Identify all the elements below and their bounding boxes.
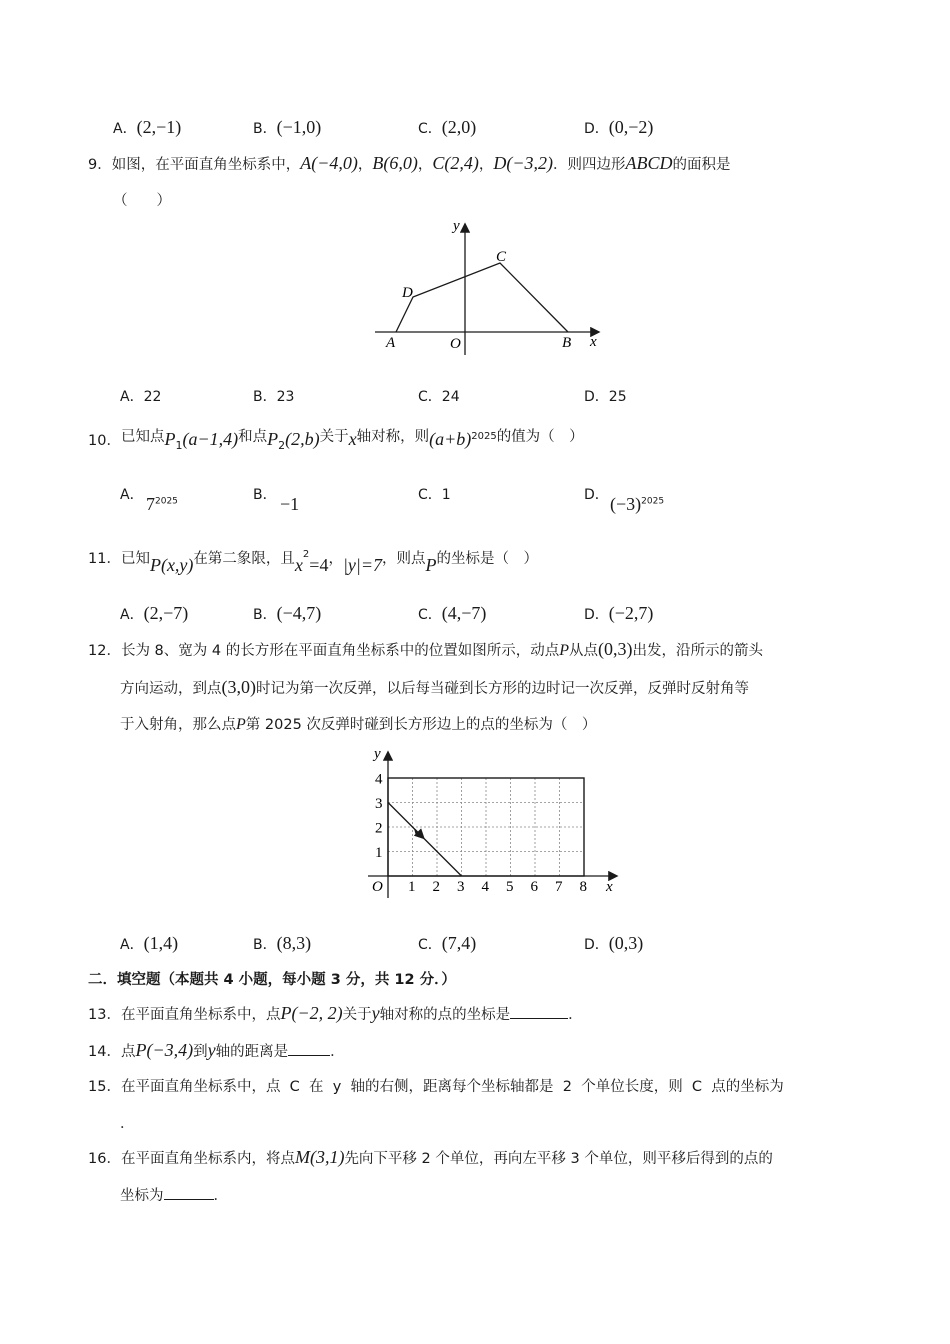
stem-text: ． bbox=[213, 1188, 228, 1204]
point-c: C(2,4) bbox=[432, 153, 479, 173]
q10-option-d[interactable] bbox=[584, 484, 609, 506]
option-value: 24 bbox=[441, 389, 460, 405]
q10-option-a[interactable] bbox=[120, 484, 144, 506]
question-number: 12． bbox=[88, 643, 121, 659]
option-value: (7,4) bbox=[441, 933, 477, 953]
question-number: 16． bbox=[88, 1151, 121, 1167]
condition-x-value: =4 bbox=[309, 554, 329, 575]
q12-option-a[interactable] bbox=[120, 932, 178, 956]
q12-option-d[interactable] bbox=[584, 932, 643, 956]
option-letter: D． bbox=[584, 937, 609, 953]
option-value: (−4,7) bbox=[276, 603, 322, 623]
x-tick-3: 3 bbox=[457, 879, 465, 895]
q16-line2 bbox=[120, 1185, 228, 1207]
q12-line3 bbox=[120, 714, 596, 736]
stem-text: ．则四边形 bbox=[553, 157, 626, 173]
stem-text: 在平面直角坐标系中，点 C 在 y 轴的右侧，距离每个坐标轴都是 2 个单位长度，则 C 点的坐标为 bbox=[120, 1079, 784, 1095]
q12-line2 bbox=[120, 676, 749, 700]
q11-option-d[interactable] bbox=[584, 602, 653, 626]
option-letter: C． bbox=[418, 937, 442, 953]
label-b: B bbox=[562, 335, 572, 351]
stem-text: 方向运动，到点 bbox=[120, 681, 222, 697]
coord-p1: (a−1,4) bbox=[182, 429, 239, 449]
question-number: 14． bbox=[88, 1044, 121, 1060]
y-tick-2: 2 bbox=[375, 820, 383, 837]
option-exponent: 2025 bbox=[641, 496, 665, 507]
option-base: 7 bbox=[146, 494, 155, 514]
stem-text: 已知点 bbox=[120, 429, 165, 445]
q9-figure bbox=[370, 215, 610, 355]
q8-option-b[interactable] bbox=[253, 116, 321, 140]
stem-text: 和点 bbox=[238, 429, 268, 445]
q10-stem bbox=[88, 426, 584, 457]
q8-option-a[interactable] bbox=[113, 116, 181, 140]
stem-text: 第 2025 次反弹时碰到长方形边上的点的坐标为（ ） bbox=[245, 717, 597, 733]
subscript: 1 bbox=[175, 438, 183, 452]
point-a: A(−4,0) bbox=[300, 153, 358, 173]
x-tick-1: 1 bbox=[408, 879, 416, 895]
option-exponent: 2025 bbox=[155, 496, 178, 507]
q9-stem bbox=[88, 152, 731, 176]
x-tick-5: 5 bbox=[506, 879, 514, 895]
q10-option-a-value bbox=[146, 494, 178, 515]
label-d: D bbox=[402, 285, 413, 301]
point-b: B(6,0) bbox=[372, 153, 418, 173]
option-value: 22 bbox=[143, 389, 162, 405]
option-value: (2,−7) bbox=[143, 603, 189, 623]
q12-option-b[interactable] bbox=[253, 932, 311, 956]
separator: ， bbox=[357, 157, 373, 173]
option-letter: B． bbox=[253, 937, 277, 953]
section-title: 二．填空题（本题共 4 小题，每小题 3 分，共 12 分．） bbox=[88, 972, 456, 988]
stem-text: 的面积是 bbox=[672, 157, 731, 173]
q10-option-b-value bbox=[280, 494, 299, 515]
stem-text: 出发，沿所示的箭头 bbox=[632, 643, 764, 659]
y-tick-3: 3 bbox=[375, 796, 383, 812]
option-value: (2,0) bbox=[441, 117, 477, 137]
option-letter: D． bbox=[584, 607, 609, 623]
q13-stem bbox=[88, 1002, 583, 1026]
stem-text: 在平面直角坐标系中，点 bbox=[120, 1007, 281, 1023]
separator: ， bbox=[328, 550, 343, 567]
option-letter: D． bbox=[584, 121, 609, 137]
coord-p2: (2,b) bbox=[285, 429, 320, 449]
option-base: −1 bbox=[280, 494, 300, 514]
axis-var: y bbox=[371, 1003, 380, 1023]
option-letter: A． bbox=[120, 487, 144, 503]
option-letter: B． bbox=[253, 487, 277, 503]
option-value: (−1,0) bbox=[276, 117, 322, 137]
stem-text: 的坐标是（ ） bbox=[436, 550, 538, 567]
stem-text: 已知 bbox=[120, 550, 150, 567]
q14-stem bbox=[88, 1039, 345, 1063]
option-value: (−2,7) bbox=[608, 603, 654, 623]
question-number: 10． bbox=[88, 433, 121, 449]
option-letter: B． bbox=[253, 121, 277, 137]
exponent: 2 bbox=[302, 549, 310, 560]
answer-blank[interactable] bbox=[510, 1004, 568, 1019]
question-number: 9． bbox=[88, 157, 112, 173]
question-number: 15． bbox=[88, 1079, 121, 1095]
q11-option-a[interactable] bbox=[120, 602, 188, 626]
option-value: (1,4) bbox=[143, 933, 179, 953]
option-value: (2,−1) bbox=[136, 117, 182, 137]
option-letter: A． bbox=[120, 389, 144, 405]
stem-text: 于入射角，那么点 bbox=[120, 717, 236, 733]
point-m: M(3,1) bbox=[294, 1147, 345, 1167]
q10-option-d-value bbox=[610, 494, 664, 515]
option-letter: B． bbox=[253, 389, 277, 405]
stem-text: ． bbox=[568, 1007, 583, 1023]
point-p: P bbox=[236, 716, 246, 733]
point-p: P bbox=[559, 642, 570, 659]
stem-text: 长为 8、宽为 4 的长方形在平面直角坐标系中的位置如图所示，动点 bbox=[120, 643, 560, 659]
option-value: (8,3) bbox=[276, 933, 312, 953]
q10-option-c[interactable] bbox=[418, 484, 451, 506]
option-letter: A． bbox=[113, 121, 137, 137]
option-base: (−3) bbox=[610, 494, 642, 514]
stem-text: 轴的距离是 bbox=[215, 1044, 289, 1060]
stem-text: 坐标为 bbox=[120, 1188, 164, 1204]
option-letter: C． bbox=[418, 121, 442, 137]
q12-line1 bbox=[88, 638, 763, 662]
q9-option-b[interactable] bbox=[253, 386, 294, 408]
option-value: (4,−7) bbox=[441, 603, 487, 623]
separator: ， bbox=[478, 157, 494, 173]
option-letter: A． bbox=[120, 607, 144, 623]
q9-option-c[interactable] bbox=[418, 386, 460, 408]
subscript: 2 bbox=[278, 438, 286, 452]
question-number: 11． bbox=[88, 550, 121, 567]
stem-text: 从点 bbox=[569, 643, 599, 659]
stem-text: 点 bbox=[120, 1044, 136, 1060]
q15-line2: ． bbox=[120, 1116, 135, 1132]
quad-name: ABCD bbox=[625, 153, 673, 173]
q12-option-c[interactable] bbox=[418, 932, 476, 956]
y-label: y bbox=[453, 218, 460, 234]
answer-blank[interactable] bbox=[164, 1185, 214, 1200]
stem-text: 在第二象限，且 bbox=[193, 550, 295, 567]
option-letter: D． bbox=[584, 487, 609, 503]
option-value: (0,3) bbox=[608, 933, 644, 953]
stem-text: 关于 bbox=[319, 429, 349, 445]
point-p2: P bbox=[267, 429, 279, 449]
option-letter: A． bbox=[120, 937, 144, 953]
axis-var: y bbox=[207, 1040, 216, 1060]
question-number: 13． bbox=[88, 1007, 121, 1023]
q11-stem bbox=[88, 544, 538, 576]
stem-text: 的值为（ ） bbox=[496, 429, 584, 445]
condition-y: |y|=7 bbox=[342, 554, 382, 575]
point-p: P(−3,4) bbox=[135, 1040, 194, 1060]
first-bounce-point: (3,0) bbox=[221, 677, 256, 697]
x-tick-7: 7 bbox=[555, 879, 563, 895]
option-letter: D． bbox=[584, 389, 609, 405]
option-value: (0,−2) bbox=[608, 117, 654, 137]
axis-var: x bbox=[348, 429, 357, 449]
expression: (a+b) bbox=[429, 429, 472, 449]
origin-label: O bbox=[372, 879, 383, 895]
point-p: P bbox=[425, 554, 437, 575]
condition-x: x bbox=[294, 554, 303, 575]
x-tick-2: 2 bbox=[432, 879, 440, 895]
option-value: 23 bbox=[276, 389, 295, 405]
x-label: x bbox=[606, 879, 613, 895]
point-p: P(x,y) bbox=[149, 554, 194, 575]
quadrilateral-abcd bbox=[396, 263, 568, 332]
start-point: (0,3) bbox=[598, 639, 633, 659]
q9-answer-bracket: （ ） bbox=[113, 193, 171, 209]
label-a: A bbox=[386, 335, 396, 351]
q8-option-c[interactable] bbox=[418, 116, 476, 140]
option-letter: C． bbox=[418, 389, 442, 405]
stem-text: 先向下平移 2 个单位，再向左平移 3 个单位，则平移后得到的点的 bbox=[344, 1151, 773, 1167]
stem-text: 关于 bbox=[342, 1007, 372, 1023]
stem-text: 轴对称，则 bbox=[356, 429, 430, 445]
path-line bbox=[388, 803, 462, 877]
point-p1: P bbox=[164, 429, 176, 449]
q15-stem bbox=[88, 1076, 784, 1098]
x-tick-6: 6 bbox=[530, 879, 538, 895]
y-tick-1: 1 bbox=[375, 845, 383, 861]
grid bbox=[388, 778, 584, 876]
option-letter: C． bbox=[418, 487, 442, 503]
separator: ， bbox=[417, 157, 433, 173]
q16-stem bbox=[88, 1146, 773, 1170]
stem-text: ． bbox=[330, 1044, 345, 1060]
q12-figure bbox=[360, 743, 625, 903]
q9-option-a[interactable] bbox=[120, 386, 161, 408]
x-label: x bbox=[590, 334, 597, 350]
q9-option-d[interactable] bbox=[584, 386, 627, 408]
stem-text: ，则点 bbox=[382, 550, 426, 567]
q11-option-b[interactable] bbox=[253, 602, 321, 626]
exponent: 2025 bbox=[471, 431, 497, 443]
option-letter: C． bbox=[418, 607, 442, 623]
x-tick-4: 4 bbox=[481, 879, 489, 895]
point-p: P(−2, 2) bbox=[280, 1003, 343, 1023]
stem-text: 到 bbox=[193, 1044, 208, 1060]
point-d: D(−3,2) bbox=[493, 153, 553, 173]
label-c: C bbox=[496, 249, 507, 265]
q11-option-c[interactable] bbox=[418, 602, 486, 626]
q10-option-b[interactable] bbox=[253, 484, 277, 506]
q8-option-d[interactable] bbox=[584, 116, 653, 140]
answer-blank[interactable] bbox=[288, 1041, 330, 1056]
y-tick-4: 4 bbox=[375, 771, 383, 788]
stem-text: 时记为第一次反弹，以后每当碰到长方形的边时记一次反弹，反弹时反射角等 bbox=[256, 681, 749, 697]
option-letter: B． bbox=[253, 607, 277, 623]
option-value: 25 bbox=[608, 389, 627, 405]
option-base: 1 bbox=[441, 487, 451, 503]
stem-text: 在平面直角坐标系内，将点 bbox=[120, 1151, 295, 1167]
stem-text: 如图，在平面直角坐标系中， bbox=[111, 157, 301, 173]
stem-text: 轴对称的点的坐标是 bbox=[379, 1007, 511, 1023]
y-label: y bbox=[374, 746, 381, 762]
x-tick-8: 8 bbox=[579, 879, 587, 895]
label-origin: O bbox=[450, 336, 461, 352]
